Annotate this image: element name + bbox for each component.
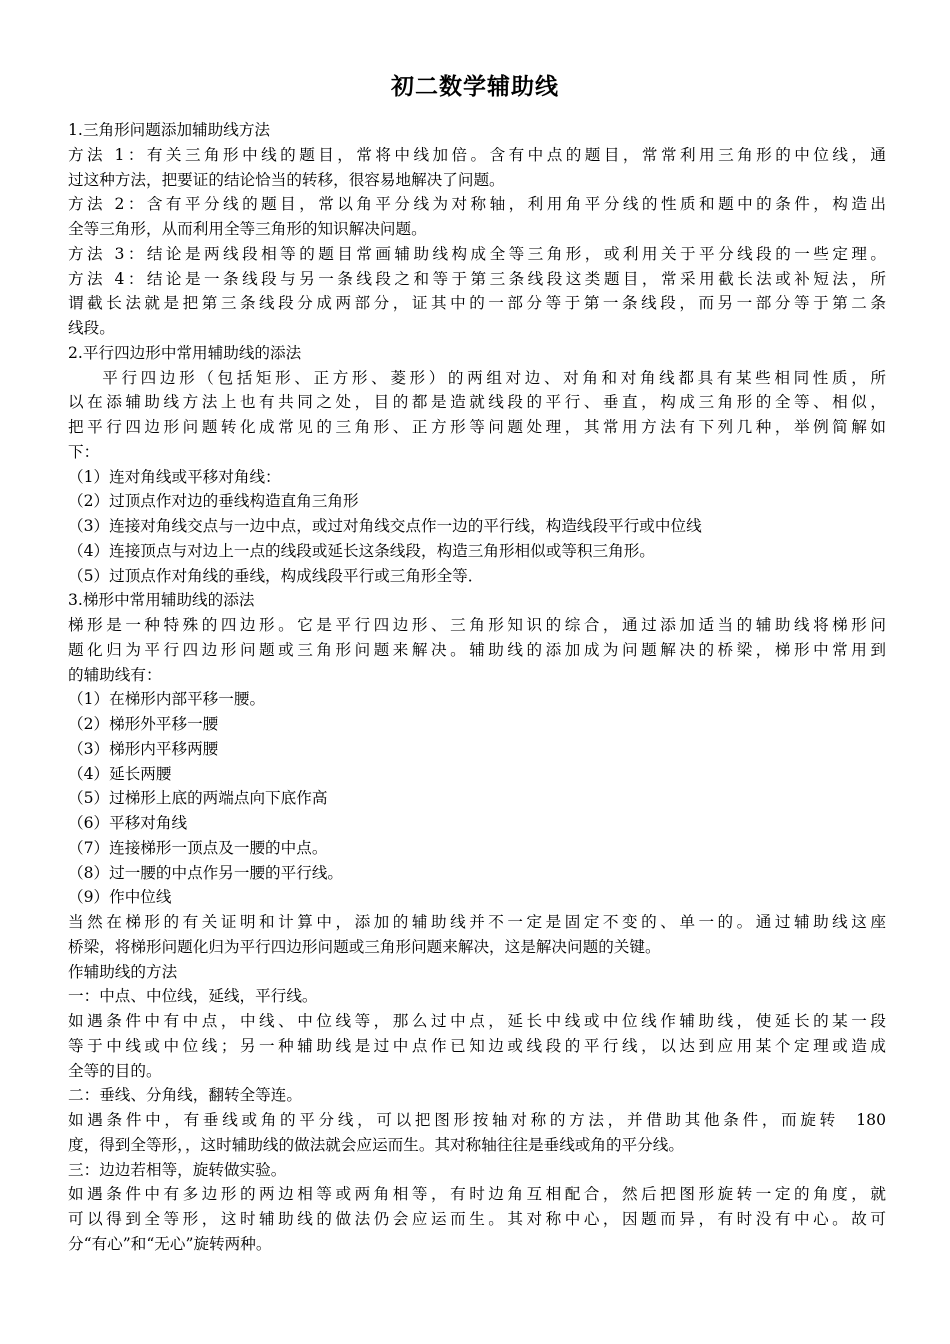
text-line: 梯形是一种特殊的四边形。它是平行四边形、三角形知识的综合，通过添加适当的辅助线将梯形问 [68, 616, 886, 634]
text-line: 平行四边形（包括矩形、正方形、菱形）的两组对边、对角和对角线都具有某些相同性质，所 [68, 368, 886, 387]
text-line: （1）在梯形内部平移一腰。 [68, 690, 266, 709]
text-line: 可以得到全等形，这时辅助线的做法仍会应运而生。其对称中心，因题而异，有时没有中心。故可 [68, 1210, 886, 1228]
text-line: （5）过顶点作对角线的垂线，构成线段平行或三角形全等． [68, 566, 484, 585]
text-line: （4）延长两腰 [68, 764, 172, 783]
text-line: 如遇条件中，有垂线或角的平分线，可以把图形按轴对称的方法，并借助其他条件，而旋转 180 [68, 1111, 886, 1129]
text-line: 把平行四边形问题转化成常见的三角形、正方形等问题处理，其常用方法有下列几种，举例简解如 [68, 418, 886, 436]
text-line: 方法 3：结论是两线段相等的题目常画辅助线构成全等三角形，或利用关于平分线段的一些定理。 [68, 244, 886, 263]
text-line: （2）过顶点作对边的垂线构造直角三角形 [68, 492, 359, 511]
text-line: （2）梯形外平移一腰 [68, 715, 219, 733]
text-line: 以在添辅助线方法上也有共同之处，目的都是造就线段的平行、垂直，构成三角形的全等、相似， [68, 393, 886, 412]
document-body [68, 118, 886, 1257]
text-line: 方法 4：结论是一条线段与另一条线段之和等于第三条线段这类题目，常采用截长法或补短法，所 [68, 269, 886, 288]
text-line: 等于中线或中位线；另一种辅助线是过中点作已知边或线段的平行线，以达到应用某个定理或造成 [68, 1036, 886, 1055]
text-line: 全等三角形，从而利用全等三角形的知识解决问题。 [68, 220, 427, 238]
text-line: 三：边边若相等，旋转做实验。 [68, 1160, 287, 1179]
text-line: 当然在梯形的有关证明和计算中，添加的辅助线并不一定是固定不变的、单一的。通过辅助线这座 [68, 913, 886, 931]
text-line: 一：中点、中位线，延线，平行线。 [68, 987, 318, 1006]
text-line: （7）连接梯形一顶点及一腰的中点。 [68, 838, 328, 857]
text-line: 1.三角形问题添加辅助线方法 [68, 121, 271, 139]
text-line: 的辅助线有： [68, 665, 162, 684]
text-line: （4）连接顶点与对边上一点的线段或延长这条线段，构造三角形相似或等积三角形。 [68, 541, 655, 560]
text-line: （3）连接对角线交点与一边中点，或过对角线交点作一边的平行线，构造线段平行或中位线 [68, 517, 702, 535]
text-line: 如遇条件中有多边形的两边相等或两角相等，有时边角互相配合，然后把图形旋转一定的角度，就 [68, 1185, 886, 1204]
text-line: 方法 2：含有平分线的题目，常以角平分线为对称轴，利用角平分线的性质和题中的条件，构造出 [68, 195, 886, 214]
text-line: 谓截长法就是把第三条线段分成两部分，证其中的一部分等于第一条线段，而另一部分等于第二条 [68, 294, 886, 313]
text-line: （3）梯形内平移两腰 [68, 739, 219, 758]
text-line: 题化归为平行四边形问题或三角形问题来解决。辅助线的添加成为问题解决的桥梁，梯形中常用到 [68, 640, 886, 659]
text-line: （9）作中位线 [68, 888, 172, 907]
text-line: 作辅助线的方法 [68, 962, 178, 981]
text-line: 度，得到全等形，，这时辅助线的做法就会应运而生。其对称轴往往是垂线或角的平分线。 [68, 1135, 684, 1154]
text-line: 方法 1：有关三角形中线的题目，常将中线加倍。含有中点的题目，常常利用三角形的中位线，通 [68, 145, 886, 164]
text-line: 过这种方法，把要证的结论恰当的转移，很容易地解决了问题。 [68, 170, 505, 189]
text-line: （5）过梯形上底的两端点向下底作高 [68, 789, 328, 808]
text-line: 全等的目的。 [68, 1061, 162, 1080]
text-line: （8）过一腰的中点作另一腰的平行线。 [68, 863, 344, 882]
text-line: （6）平移对角线 [68, 814, 188, 832]
text-line: 二：垂线、分角线，翻转全等连。 [68, 1086, 302, 1105]
text-line: 如遇条件中有中点，中线、中位线等，那么过中点，延长中线或中位线作辅助线，使延长的某一段 [68, 1012, 886, 1030]
text-line: （1）连对角线或平移对角线： [68, 467, 281, 486]
text-line: 2.平行四边形中常用辅助线的添法 [68, 343, 302, 362]
text-line: 线段。 [68, 319, 115, 337]
text-line: 3.梯形中常用辅助线的添法 [68, 591, 255, 610]
text-line: 下： [68, 442, 100, 461]
text-line: 分“有心”和“无心”旋转两种。 [68, 1234, 272, 1253]
document-title: 初二数学辅助线 [391, 74, 559, 100]
text-line: 桥梁，将梯形问题化归为平行四边形问题或三角形问题来解决，这是解决问题的关键。 [68, 937, 661, 956]
